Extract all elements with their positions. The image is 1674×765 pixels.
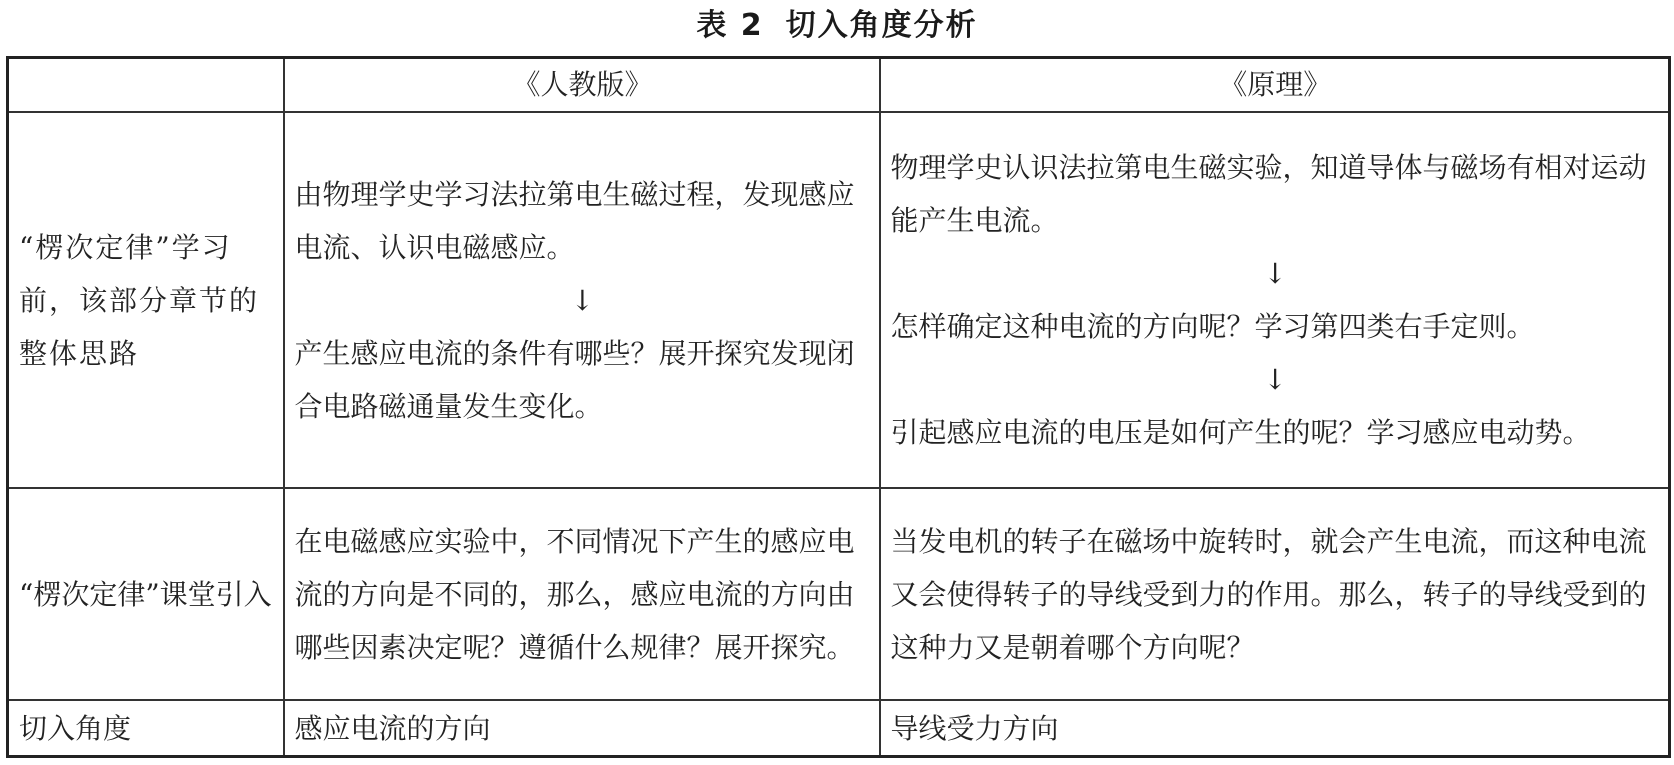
table-row	[8, 112, 1670, 488]
down-arrow-icon: ↓	[570, 283, 595, 317]
analysis-table	[6, 56, 1671, 758]
cell-yuanli-approach	[880, 112, 1670, 488]
table-caption	[0, 6, 1674, 46]
header-cell-renjiaoban: 《人教版》	[284, 58, 880, 113]
approach-step: 产生感应电流的条件有哪些？展开探究发现闭合电路磁通量发生变化。	[294, 336, 855, 423]
cell-renjiaoban-intro: 在电磁感应实验中，不同情况下产生的感应电流的方向是不同的，那么，感应电流的方向由哪些因素决定呢？遵循什么规律？展开探究。	[284, 488, 880, 700]
table-row	[8, 700, 1670, 757]
table-caption-label: 表 2	[696, 8, 764, 43]
cell-yuanli-intro: 当发电机的转子在磁场中旋转时，就会产生电流，而这种电流又会使得转子的导线受到力的作用。那么，转子的导线受到的这种力又是朝着哪个方向呢？	[880, 488, 1670, 700]
header-cell-yuanli: 《原理》	[880, 58, 1670, 113]
down-arrow-icon: ↓	[1263, 363, 1287, 396]
header-cell-empty	[8, 58, 284, 113]
approach-step: 怎样确定这种电流的方向呢？学习第四类右手定则。	[890, 310, 1535, 343]
table-header-row	[8, 58, 1670, 113]
row-label-classroom-intro: “楞次定律”课堂引入	[8, 488, 284, 700]
cell-yuanli-angle: 导线受力方向	[880, 700, 1670, 757]
cell-renjiaoban-angle: 感应电流的方向	[284, 700, 880, 757]
table-row	[8, 488, 1670, 700]
row-label-overall-approach: “楞次定律”学习前，该部分章节的整体思路	[8, 112, 284, 488]
cell-renjiaoban-approach	[284, 112, 880, 488]
row-label-entry-angle: 切入角度	[8, 700, 284, 757]
approach-step: 引起感应电流的电压是如何产生的呢？学习感应电动势。	[890, 416, 1591, 449]
approach-step: 物理学史认识法拉第电生磁实验，知道导体与磁场有相对运动能产生电流。	[890, 151, 1647, 237]
down-arrow-icon: ↓	[1263, 257, 1287, 290]
table-caption-text: 切入角度分析	[785, 8, 978, 43]
approach-step: 由物理学史学习法拉第电生磁过程，发现感应电流、认识电磁感应。	[294, 177, 855, 264]
